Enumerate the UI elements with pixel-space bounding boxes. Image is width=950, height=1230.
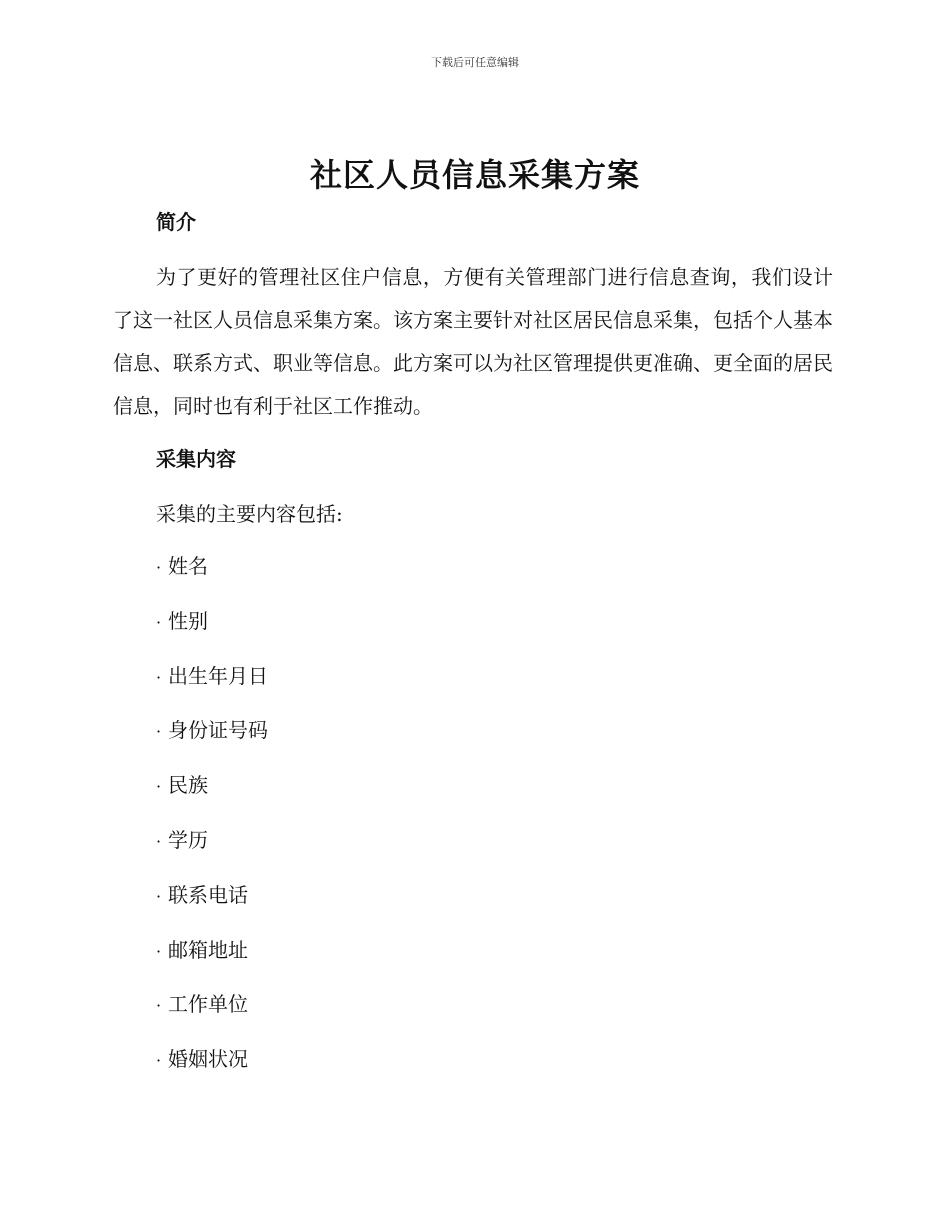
list-item-text: 身份证号码 xyxy=(168,718,268,743)
bullet-dot-icon: · xyxy=(156,831,162,851)
content-list xyxy=(156,548,268,1096)
list-item xyxy=(156,658,268,713)
bullet-dot-icon: · xyxy=(156,722,162,742)
list-item-text: 工作单位 xyxy=(168,992,248,1017)
content-lead: 采集的主要内容包括: xyxy=(156,502,343,526)
list-item-text: 联系电话 xyxy=(168,882,248,907)
bullet-dot-icon: · xyxy=(156,558,162,577)
list-item-text: 邮箱地址 xyxy=(168,937,248,962)
list-item xyxy=(156,986,268,1041)
list-item-text: 婚姻状况 xyxy=(168,1047,248,1072)
list-item xyxy=(156,1041,268,1096)
bullet-dot-icon: · xyxy=(156,996,162,1016)
bullet-dot-icon: · xyxy=(156,1051,162,1071)
bullet-dot-icon: · xyxy=(156,886,162,906)
list-item xyxy=(156,877,268,932)
list-item-text: 姓名 xyxy=(168,554,208,578)
list-item-text: 性别 xyxy=(168,608,208,633)
list-item-text: 民族 xyxy=(168,773,208,798)
list-item xyxy=(156,767,268,822)
list-item-text: 学历 xyxy=(168,827,208,852)
list-item xyxy=(156,712,268,767)
bullet-dot-icon: · xyxy=(156,777,162,797)
intro-paragraph: 为了更好的管理社区住户信息，方便有关管理部门进行信息查询，我们设计了这一社区人员信息采集方案。该方案主要针对社区居民信息采集，包括个人基本信息、联系方式、职业等信息。此方案可以为社区管理提供更准确、更全面的居民信息，同时也有利于社区工作推动。 xyxy=(113,265,833,418)
list-item-text: 出生年月日 xyxy=(168,663,268,688)
list-item xyxy=(156,548,268,603)
document-title: 社区人员信息采集方案 xyxy=(309,156,640,194)
list-item xyxy=(156,932,268,987)
bullet-dot-icon: · xyxy=(156,941,162,961)
bullet-dot-icon: · xyxy=(156,667,162,687)
bullet-dot-icon: · xyxy=(156,612,162,632)
header-note: 下载后可任意编辑 xyxy=(431,56,519,69)
list-item xyxy=(156,822,268,877)
section-heading-intro: 简介 xyxy=(156,210,196,234)
section-heading-content: 采集内容 xyxy=(156,447,236,471)
list-item xyxy=(156,603,268,658)
